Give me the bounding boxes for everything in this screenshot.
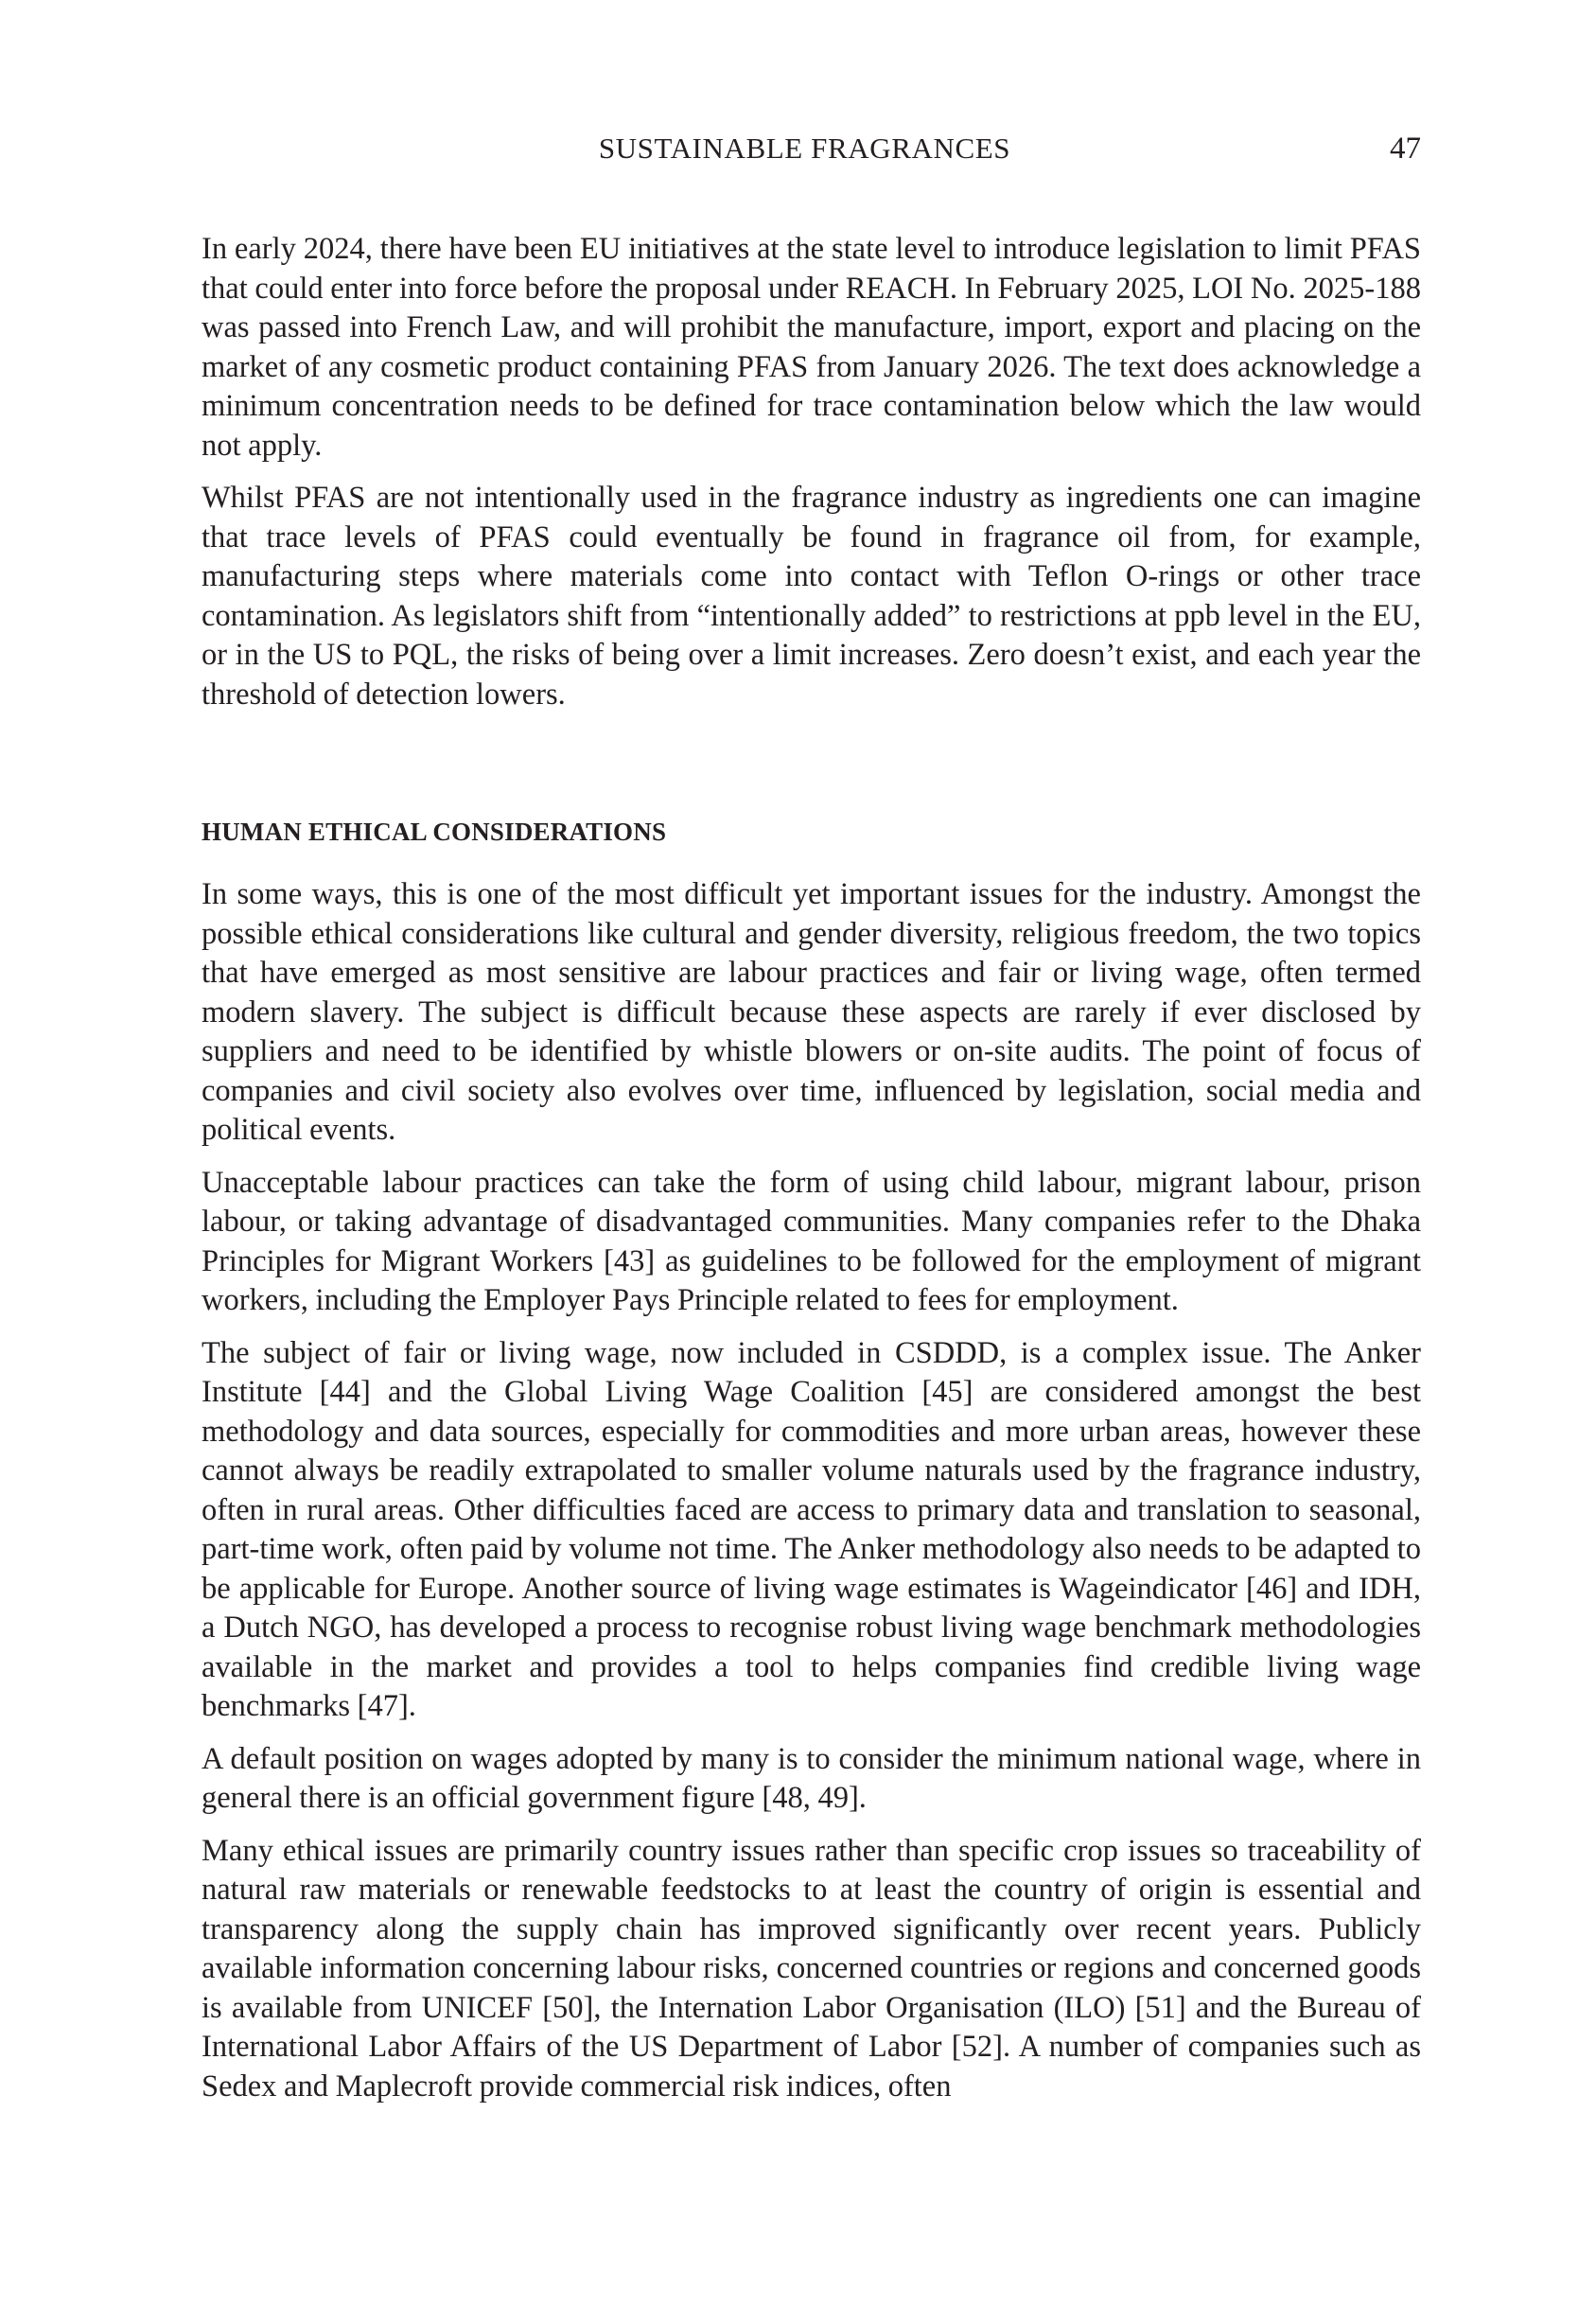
paragraph-pfas-trace-levels: Whilst PFAS are not intentionally used in the fragrance industry as ingredients one can imagine that trace levels of PFAS could eventually be found in fragrance oil from, for example, manufacturing steps where materials come into contact with Teflon O-rings or other trace contamination. As legislators shift from “intentionally added” to restrictions at ppb level in the EU, or in the US to PQL, the risks of being over a limit increases. Zero doesn’t exist, and each year the threshold of detection lowers. xyxy=(202,481,1421,712)
paragraph-minimum-wage: A default position on wages adopted by many is to consider the minimum national wage, where in general there is an official government figure [48, 49]. xyxy=(202,1741,1421,1815)
paragraph-eu-initiatives: In early 2024, there have been EU initiatives at the state level to introduce legislation to limit PFAS that could enter into force before the proposal under REACH. In February 2025, LOI No. 2025-188 was passed into French Law, and will prohibit the manufacture, import, export and placing on the market of any cosmetic product containing PFAS from January 2026. The text does acknowledge a minimum concentration needs to be defined for trace contamination below which the law would not apply. xyxy=(202,232,1421,463)
section-heading-human-ethical: HUMAN ETHICAL CONSIDERATIONS xyxy=(202,818,667,846)
human-ethical-section xyxy=(202,875,1421,2120)
paragraph-ethical-overview: In some ways, this is one of the most difficult yet important issues for the industry. Amongst the possible ethical considerations like cultural and gender diversity, religious freedom, the two topics that have emerged as most sensitive are labour practices and fair or living wage, often termed modern slavery. The subject is difficult because these aspects are rarely if ever disclosed by suppliers and need to be identified by whistle blowers or on-site audits. The point of focus of companies and civil society also evolves over time, influenced by legislation, social media and political events. xyxy=(202,877,1421,1147)
page-number: 47 xyxy=(1390,132,1421,166)
pfas-legislation-section xyxy=(202,230,1421,728)
paragraph-living-wage: The subject of fair or living wage, now included in CSDDD, is a complex issue. The Anker Institute [44] and the Global Living Wage Coalition [45] are considered amongst the best methodology and data sources, especially for commodities and more urban areas, however these cannot always be readily extrapolated to smaller volume naturals used by the fragrance industry, often in rural areas. Other difficulties faced are access to primary data and translation to seasonal, part-time work, often paid by volume not time. The Anker methodology also needs to be adapted to be applicable for Europe. Another source of living wage estimates is Wageindicator [46] and IDH, a Dutch NGO, has developed a process to recognise robust living wage benchmark methodologies available in the market and provides a tool to helps companies find credible living wage benchmarks [47]. xyxy=(202,1335,1421,1723)
running-header xyxy=(0,130,1596,167)
running-title xyxy=(202,130,1421,167)
paragraph-labour-practices: Unacceptable labour practices can take the form of using child labour, migrant labour, prison labour, or taking advantage of disadvantaged communities. Many companies refer to the Dhaka Principles for Migrant Workers [43] as guidelines to be followed for the employment of migrant workers, including the Employer Pays Principle related to fees for employment. xyxy=(202,1165,1421,1317)
running-title-text: SUSTAINABLE FRAGRANCES xyxy=(598,132,1011,165)
paragraph-traceability: Many ethical issues are primarily country issues rather than specific crop issues so traceability of natural raw materials or renewable feedstocks to at least the country of origin is essential and transparency along the supply chain has improved significantly over recent years. Publicly available information concerning labour risks, concerned countries or regions and concerned goods is available from UNICEF [50], the Internation Labor Organisation (ILO) [51] and the Bureau of International Labor Affairs of the US Department of Labor [52]. A number of companies such as Sedex and Maplecroft provide commercial risk indices, often xyxy=(202,1833,1421,2104)
